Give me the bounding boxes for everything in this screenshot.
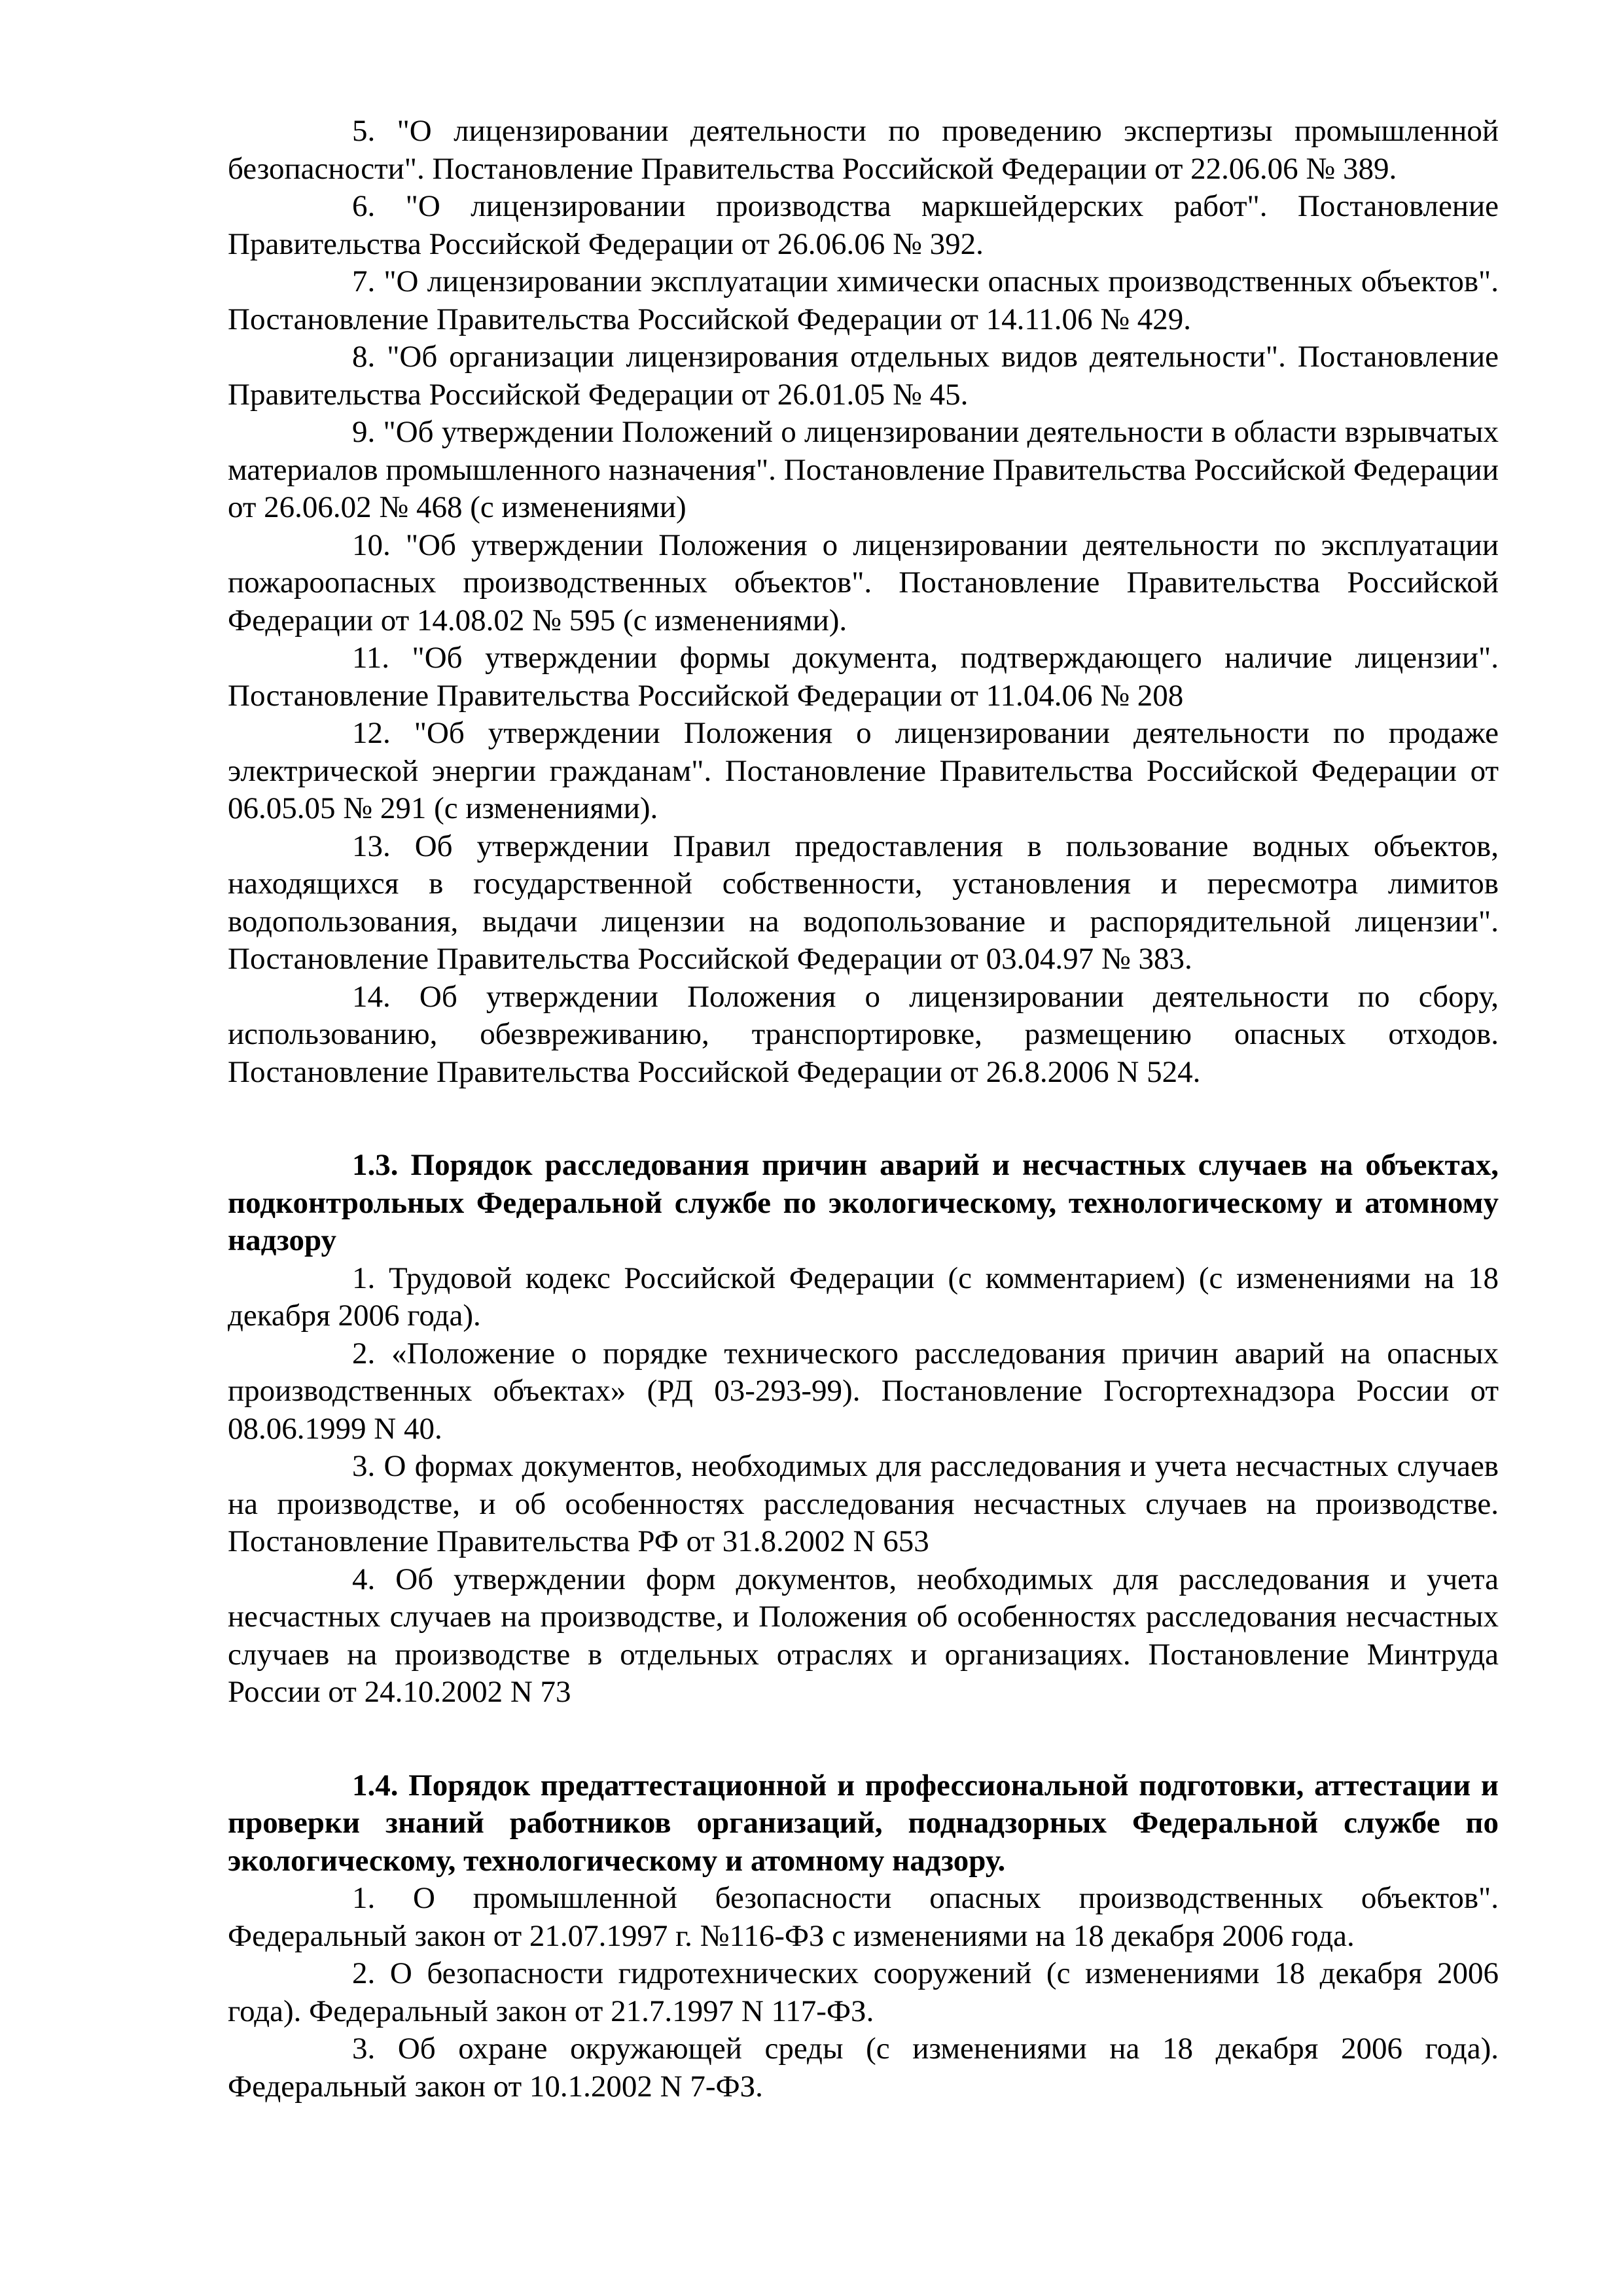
document-content — [228, 113, 1499, 2106]
list-item: 2. О безопасности гидротехнических сооружений (с изменениями 18 декабря 2006 года). Федеральный закон от 21.7.1997 N 117-ФЗ. — [228, 1956, 1499, 2028]
list-item: 1. Трудовой кодекс Российской Федерации (с комментарием) (с изменениями на 18 декабря 2006 года). — [228, 1261, 1499, 1333]
list-item: 4. Об утверждении форм документов, необходимых для расследования и учета несчастных случаев на производстве, и Положения об особенностях расследования несчастных случаев на производстве в отдельных отраслях и организациях. Постановление Минтруда России от 24.10.2002 N 73 — [228, 1562, 1499, 1709]
list-item: 11. "Об утверждении формы документа, подтверждающего наличие лицензии". Постановление Правительства Российской Федерации от 11.04.06 № 208 — [228, 641, 1499, 713]
list-item: 5. "О лицензировании деятельности по проведению экспертизы промышленной безопасности". Постановление Правительства Российской Федерации от 22.06.06 № 389. — [228, 114, 1499, 186]
list-item: 14. Об утверждении Положения о лицензировании деятельности по сбору, использованию, обезвреживанию, транспортировке, размещению опасных отходов. Постановление Правительства Российской Федерации от 26.8.2006 N 524. — [228, 979, 1499, 1089]
list-item: 6. "О лицензировании производства маркшейдерских работ". Постановление Правительства Российской Федерации от 26.06.06 № 392. — [228, 189, 1499, 261]
section-1-4 — [228, 1767, 1499, 2106]
section-1-3 — [228, 1147, 1499, 1712]
list-item: 7. "О лицензировании эксплуатации химически опасных производственных объектов". Постановление Правительства Российской Федерации от 14.11.06 № 429. — [228, 264, 1499, 336]
licensing-list — [228, 113, 1499, 1091]
list-item: 9. "Об утверждении Положений о лицензировании деятельности в области взрывчатых материалов промышленного назначения". Постановление Правительства Российской Федерации от 26.06.02 № 468 (с изменениями) — [228, 415, 1499, 524]
list-item: 2. «Положение о порядке технического расследования причин аварий на опасных производственных объектах» (РД 03-293-99). Постановление Госгортехнадзора России от 08.06.1999 N 40. — [228, 1336, 1499, 1446]
list-item: 13. Об утверждении Правил предоставления в пользование водных объектов, находящихся в государственной собственности, установления и пересмотра лимитов водопользования, выдачи лицензии на водопользование и распорядительной лицензии". Постановление Правительства Российской Федерации от 03.04.97 № 383. — [228, 829, 1499, 976]
list-item: 1. О промышленной безопасности опасных производственных объектов". Федеральный закон от 21.07.1997 г. №116-ФЗ с изменениями на 18 декабря 2006 года. — [228, 1881, 1499, 1953]
list-item: 3. О формах документов, необходимых для расследования и учета несчастных случаев на производстве, и об особенностях расследования несчастных случаев на производстве. Постановление Правительства РФ от 31.8.2002 N 653 — [228, 1449, 1499, 1558]
list-item: 3. Об охране окружающей среды (с изменениями на 18 декабря 2006 года). Федеральный закон от 10.1.2002 N 7-ФЗ. — [228, 2032, 1499, 2104]
section-heading: 1.3. Порядок расследования причин аварий и несчастных случаев на объектах, подконтрольных Федеральной службе по экологическому, технологическому и атомному надзору — [228, 1148, 1499, 1257]
list-item: 8. "Об организации лицензирования отдельных видов деятельности". Постановление Правительства Российской Федерации от 26.01.05 № 45. — [228, 340, 1499, 412]
list-item: 10. "Об утверждении Положения о лицензировании деятельности по эксплуатации пожароопасных производственных объектов". Постановление Правительства Российской Федерации от 14.08.02 № 595 (с изменениями). — [228, 528, 1499, 637]
section-heading: 1.4. Порядок предаттестационной и профессиональной подготовки, аттестации и проверки знаний работников организаций, поднадзорных Федеральной службе по экологическому, технологическому и атомному надзору. — [228, 1768, 1499, 1878]
list-item: 12. "Об утверждении Положения о лицензировании деятельности по продаже электрической энергии гражданам". Постановление Правительства Российской Федерации от 06.05.05 № 291 (с изменениями). — [228, 716, 1499, 825]
